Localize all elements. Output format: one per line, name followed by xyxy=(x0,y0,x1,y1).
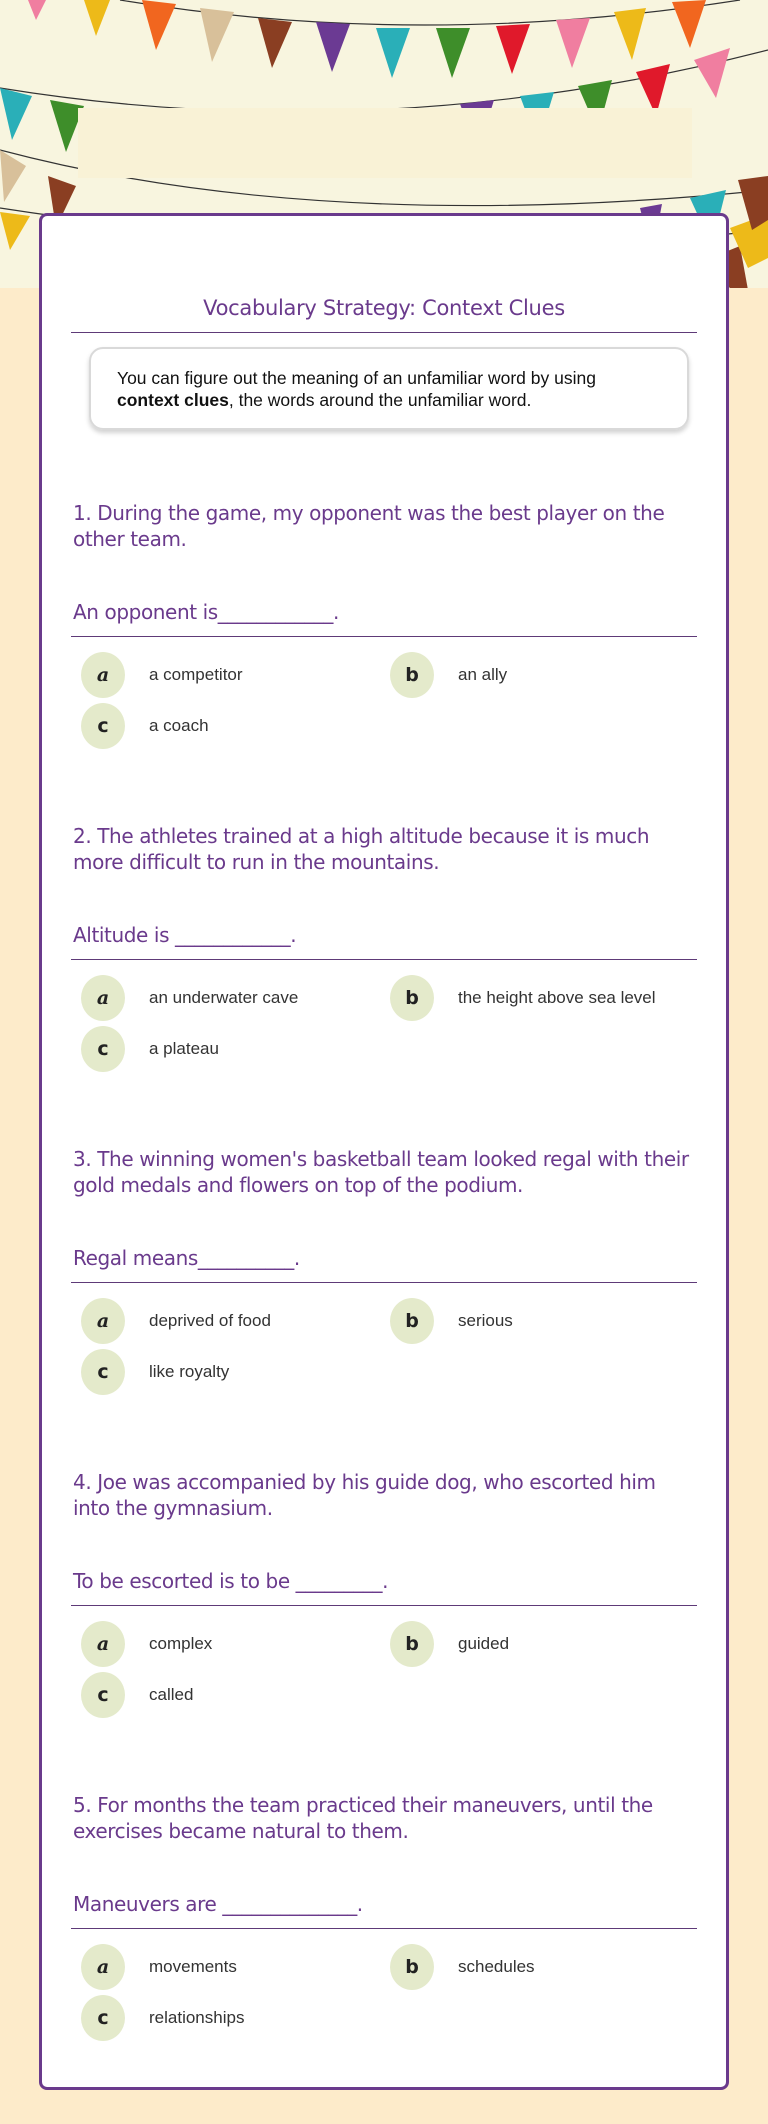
option-a[interactable] xyxy=(81,975,298,1021)
title-divider xyxy=(71,332,697,333)
option-label: relationships xyxy=(149,2008,245,2027)
option-letter-badge: a xyxy=(81,1621,125,1667)
option-c[interactable] xyxy=(81,703,209,749)
option-c[interactable] xyxy=(81,1026,219,1072)
option-letter-badge: c xyxy=(81,1026,125,1072)
option-c[interactable] xyxy=(81,1349,229,1395)
question-divider xyxy=(71,636,697,637)
option-label: a plateau xyxy=(149,1039,219,1058)
option-b[interactable] xyxy=(390,1298,513,1344)
question-text: 4. Joe was accompanied by his guide dog, who escorted him into the gymnasium. xyxy=(73,1470,656,1520)
option-letter-badge: b xyxy=(390,1621,434,1667)
option-a[interactable] xyxy=(81,1298,271,1344)
option-label: called xyxy=(149,1685,194,1704)
question-divider xyxy=(71,959,697,960)
option-letter-badge: c xyxy=(81,1349,125,1395)
question-prompt: An opponent is____________. xyxy=(73,600,339,624)
option-b[interactable] xyxy=(390,652,507,698)
option-letter-badge: c xyxy=(81,703,125,749)
option-label: a coach xyxy=(149,716,209,735)
option-letter-badge: c xyxy=(81,1995,125,2041)
option-a[interactable] xyxy=(81,1621,212,1667)
worksheet-card xyxy=(39,213,729,2090)
option-c[interactable] xyxy=(81,1995,244,2041)
option-label: an underwater cave xyxy=(149,988,299,1007)
question-divider xyxy=(71,1282,697,1283)
option-letter-badge: b xyxy=(390,1944,434,1990)
question-prompt: Altitude is ____________. xyxy=(73,923,297,947)
question-3 xyxy=(71,1146,697,1446)
option-a[interactable] xyxy=(81,1944,237,1990)
option-letter-badge: a xyxy=(81,1944,125,1990)
page-title: Vocabulary Strategy: Context Clues xyxy=(203,296,565,320)
option-label: deprived of food xyxy=(149,1311,271,1330)
question-divider xyxy=(71,1928,697,1929)
option-label: an ally xyxy=(458,665,508,684)
info-text-bold: context clues xyxy=(117,390,229,410)
option-b[interactable] xyxy=(390,975,656,1021)
question-text: 2. The athletes trained at a high altitude because it is much more difficult to run in the mountains. xyxy=(73,824,650,874)
question-text: 3. The winning women's basketball team looked regal with their gold medals and flowers on top of the podium. xyxy=(73,1147,689,1197)
option-a[interactable] xyxy=(81,652,243,698)
option-label: complex xyxy=(149,1634,213,1653)
question-2 xyxy=(71,823,697,1123)
option-label: like royalty xyxy=(149,1362,230,1381)
option-label: serious xyxy=(458,1311,513,1330)
question-text: 5. For months the team practiced their maneuvers, until the exercises became natural to them. xyxy=(73,1793,653,1843)
option-c[interactable] xyxy=(81,1672,193,1718)
option-letter-badge: a xyxy=(81,975,125,1021)
option-letter-badge: b xyxy=(390,975,434,1021)
option-label: guided xyxy=(458,1634,510,1653)
question-5 xyxy=(71,1792,697,2092)
question-text: 1. During the game, my opponent was the best player on the other team. xyxy=(73,501,665,551)
option-letter-badge: a xyxy=(81,652,125,698)
info-text-end: , the words around the unfamiliar word. xyxy=(228,390,532,410)
option-letter-badge: b xyxy=(390,1298,434,1344)
question-prompt: Maneuvers are ______________. xyxy=(73,1892,363,1916)
info-box xyxy=(89,347,689,430)
option-b[interactable] xyxy=(390,1621,509,1667)
question-4 xyxy=(71,1469,697,1769)
question-divider xyxy=(71,1605,697,1606)
option-letter-badge: c xyxy=(81,1672,125,1718)
info-text-start: You can figure out the meaning of an unfamiliar word by using xyxy=(117,368,596,388)
option-b[interactable] xyxy=(390,1944,535,1990)
question-1 xyxy=(71,500,697,800)
option-label: the height above sea level xyxy=(458,988,656,1007)
option-label: movements xyxy=(149,1957,237,1976)
option-label: a competitor xyxy=(149,665,243,684)
option-letter-badge: a xyxy=(81,1298,125,1344)
question-prompt: Regal means__________. xyxy=(73,1246,300,1270)
option-letter-badge: b xyxy=(390,652,434,698)
title-panel xyxy=(78,108,692,178)
question-prompt: To be escorted is to be _________. xyxy=(73,1569,389,1593)
option-label: schedules xyxy=(458,1957,535,1976)
